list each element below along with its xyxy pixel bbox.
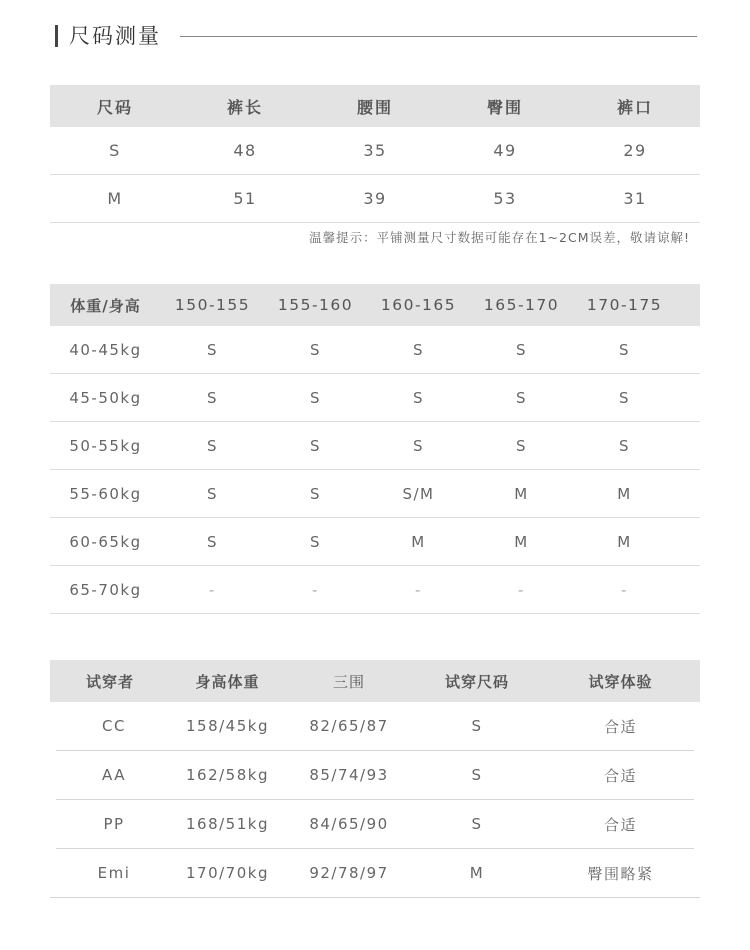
table-cell: Emi (50, 849, 170, 898)
table-cell: 臀围略紧 (541, 849, 700, 898)
table-cell: S (264, 518, 367, 566)
measurement-table (50, 85, 700, 223)
weight-cell: 45-50kg (50, 374, 161, 422)
table-cell: 92/78/97 (285, 849, 413, 898)
header-tried-size: 试穿尺码 (444, 672, 509, 691)
table-cell: CC (50, 702, 170, 751)
header-leg-opening: 裤口 (616, 97, 653, 117)
table-row (50, 849, 700, 898)
table-cell: S (413, 800, 541, 849)
table-cell: S/M (367, 470, 470, 518)
page-title: 尺码测量 (69, 24, 161, 48)
table-row (50, 127, 700, 175)
title-divider (180, 36, 697, 37)
table-cell: S (161, 326, 264, 374)
weight-cell: 60-65kg (50, 518, 161, 566)
table-cell: S (413, 751, 541, 800)
table-cell: M (573, 470, 700, 518)
table-cell: S (470, 422, 573, 470)
table-row (50, 422, 700, 470)
table-cell: 53 (440, 175, 570, 223)
row-divider-inset-left (50, 702, 56, 896)
table-cell: - (470, 566, 573, 614)
table-row (50, 566, 700, 614)
header-height-range: 155-160 (277, 296, 354, 314)
weight-cell: 65-70kg (50, 566, 161, 614)
table-cell: S (573, 422, 700, 470)
header-height-range: 160-165 (380, 296, 457, 314)
table-cell: - (367, 566, 470, 614)
table-cell: AA (50, 751, 170, 800)
table-cell: S (161, 470, 264, 518)
table-cell: 48 (180, 127, 310, 175)
table-cell: S (161, 374, 264, 422)
weight-cell: 40-45kg (50, 326, 161, 374)
table-cell: S (367, 326, 470, 374)
table-cell: S (50, 127, 180, 175)
table-cell: S (161, 518, 264, 566)
row-divider-inset-right (694, 702, 700, 896)
height-weight-header-row (50, 284, 700, 326)
header-hip: 臀围 (486, 97, 523, 117)
table-cell: S (413, 702, 541, 751)
table-cell: 84/65/90 (285, 800, 413, 849)
table-cell: 合适 (541, 751, 700, 800)
table-cell: S (264, 422, 367, 470)
header-waist: 腰围 (356, 97, 393, 117)
tryon-table (50, 660, 700, 898)
header-pants-length: 裤长 (226, 97, 263, 117)
tryon-header-row (50, 660, 700, 702)
table-cell: M (367, 518, 470, 566)
table-cell: S (470, 374, 573, 422)
header-height-range: 165-170 (483, 296, 560, 314)
table-row (50, 518, 700, 566)
header-height-range: 150-155 (174, 296, 251, 314)
table-cell: 39 (310, 175, 440, 223)
table-cell: - (573, 566, 700, 614)
weight-cell: 55-60kg (50, 470, 161, 518)
table-cell: S (367, 422, 470, 470)
table-cell: S (470, 326, 573, 374)
table-cell: 170/70kg (170, 849, 285, 898)
header-measurements: 三围 (332, 672, 365, 691)
title-accent-bar (55, 25, 58, 47)
header-fit-feedback: 试穿体验 (588, 672, 653, 691)
table-cell: M (470, 518, 573, 566)
table-cell: 168/51kg (170, 800, 285, 849)
table-row (50, 470, 700, 518)
section-title-row (55, 22, 700, 50)
table-cell: 51 (180, 175, 310, 223)
table-cell: 35 (310, 127, 440, 175)
table-cell: S (573, 326, 700, 374)
table-cell: S (264, 374, 367, 422)
table-cell: M (413, 849, 541, 898)
table-row (50, 175, 700, 223)
weight-cell: 50-55kg (50, 422, 161, 470)
header-height-range: 170-175 (586, 296, 663, 314)
table-cell: M (470, 470, 573, 518)
table-cell: 合适 (541, 702, 700, 751)
table-row (50, 751, 700, 800)
table-cell: PP (50, 800, 170, 849)
table-row (50, 702, 700, 751)
table-cell: - (161, 566, 264, 614)
table-cell: S (264, 470, 367, 518)
table-cell: 85/74/93 (285, 751, 413, 800)
table-cell: 合适 (541, 800, 700, 849)
table-cell: S (161, 422, 264, 470)
table-cell: M (573, 518, 700, 566)
table-cell: S (573, 374, 700, 422)
table-cell: - (264, 566, 367, 614)
measurement-header-row (50, 85, 700, 127)
table-cell: 49 (440, 127, 570, 175)
table-cell: S (264, 326, 367, 374)
measurement-note: 温馨提示：平铺测量尺寸数据可能存在1~2CM误差，敬请谅解! (309, 230, 690, 245)
table-cell: S (367, 374, 470, 422)
header-height-weight: 身高体重 (195, 672, 260, 691)
height-weight-table (50, 284, 700, 614)
table-cell: 158/45kg (170, 702, 285, 751)
table-row (50, 326, 700, 374)
table-row (50, 800, 700, 849)
table-cell: 31 (570, 175, 700, 223)
table-cell: M (50, 175, 180, 223)
table-cell: 162/58kg (170, 751, 285, 800)
header-tester: 试穿者 (85, 672, 134, 691)
header-weight-height: 体重/身高 (70, 296, 141, 315)
table-cell: 82/65/87 (285, 702, 413, 751)
header-size: 尺码 (96, 97, 133, 117)
table-cell: 29 (570, 127, 700, 175)
table-row (50, 374, 700, 422)
